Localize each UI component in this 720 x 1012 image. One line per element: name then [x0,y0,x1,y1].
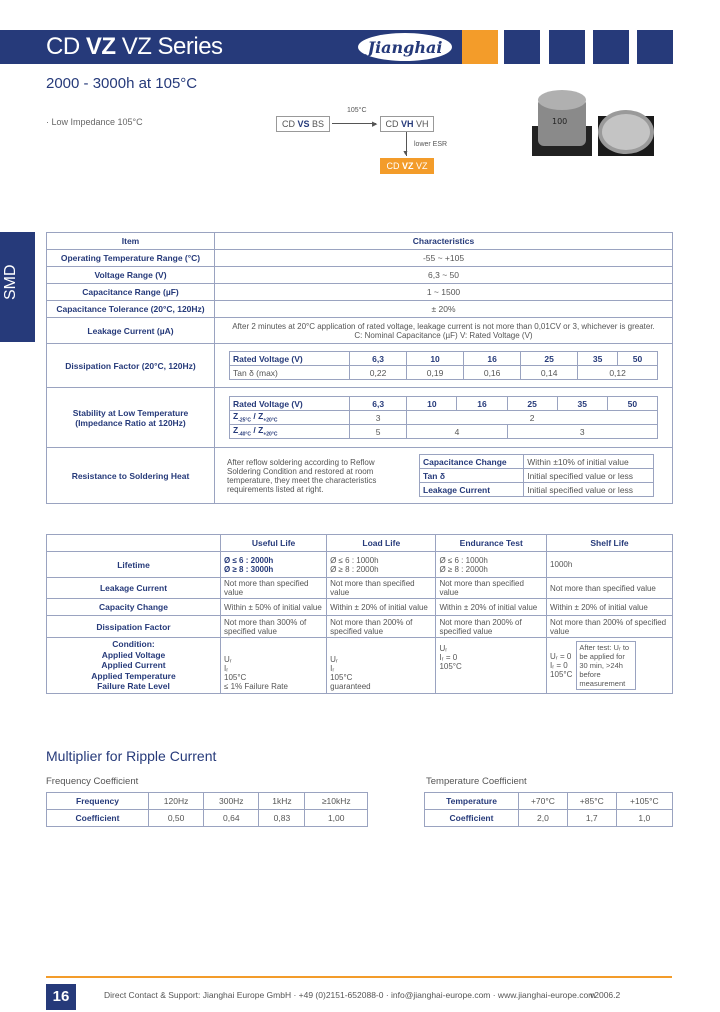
tan-cell: 0,12 [578,366,658,380]
z-ratio-label-2: $Z_{-40^\circ C} / Z_{+20^\circ C}$ [230,425,350,439]
footer-divider [46,976,672,978]
row-label [47,388,215,448]
freq-coef: 0,83 [259,810,305,827]
temp-coef: 2,0 [519,810,568,827]
flow-box-vs: CD VS BS [276,116,330,132]
freq-head: 300Hz [204,793,259,810]
temp-head: +70°C [519,793,568,810]
arrow-right-icon: ▶ [372,121,378,128]
jianghai-logo: Jianghai [356,31,454,63]
life-cell: Not more than 200% of specified value [547,616,673,638]
accent-square-4 [637,30,673,64]
life-cell: Not more than specified value [221,578,327,599]
voltage-cell: 50 [607,397,657,411]
temp-coef-label: Coefficient [425,810,519,827]
frequency-table [46,792,368,827]
freq-coef: 1,00 [305,810,368,827]
table-row [47,284,673,301]
tan-cell: 0,14 [521,366,578,380]
condition-row [47,638,673,694]
table-row [47,578,673,599]
flow-label-105: 105°C [347,107,367,114]
life-cell: Ø ≤ 6 : 1000h Ø ≥ 8 : 2000h [327,552,436,578]
solder-key: Capacitance Change [420,455,524,469]
temperature-coefficient-title: Temperature Coefficient [426,776,527,787]
freq-coef-label: Coefficient [47,810,149,827]
row-label: Capacitance Tolerance (20°C, 120Hz) [47,301,215,318]
flow-box-vz: CD VZ VZ [380,158,434,174]
z-cell: 2 [407,411,658,425]
capacitor-product-image [510,76,680,176]
leakage-row [47,318,673,344]
temp-coef: 1,0 [616,810,672,827]
life-cell: Not more than 300% of specified value [221,616,327,638]
freq-coef: 0,64 [204,810,259,827]
table-row [47,552,673,578]
life-cell: Within ± 50% of initial value [221,599,327,616]
row-value [215,344,673,388]
row-label: Capacity Change [47,599,221,616]
voltage-cell: 35 [557,397,607,411]
z-cell: 3 [507,425,657,439]
characteristics-table [46,232,673,504]
voltage-cell: 10 [407,352,464,366]
accent-square-1 [504,30,540,64]
tan-label: Tan δ (max) [230,366,350,380]
life-cell: 1000h [547,552,673,578]
dissipation-row [47,344,673,388]
row-value: ± 20% [215,301,673,318]
row-label: Dissipation Factor [47,616,221,638]
temp-head: +105°C [616,793,672,810]
stability-row [47,388,673,448]
temp-head: +85°C [567,793,616,810]
life-header: Useful Life [221,535,327,552]
page-number: 16 [46,984,76,1010]
leakage-line-2: C: Nominal Capacitance (µF) V: Rated Voltage (V) [354,330,533,340]
feature-text: · Low Impedance 105°C [46,117,143,127]
stability-label-2: (Impedance Ratio at 120Hz) [75,417,186,428]
freq-label: Frequency [47,793,149,810]
flow-box-vh: CD VH VH [380,116,434,132]
row-label: Dissipation Factor (20°C, 120Hz) [47,344,215,388]
header-characteristics: Characteristics [215,233,673,250]
voltage-cell: 10 [407,397,457,411]
footer-version: v2006.2 [590,990,621,1000]
row-value [215,388,673,448]
table-row [47,267,673,284]
life-header-empty [47,535,221,552]
table-row [47,599,673,616]
row-value: 6,3 ~ 50 [215,267,673,284]
accent-square-3 [593,30,629,64]
multiplier-title: Multiplier for Ripple Current [46,748,217,764]
stability-subtable [229,396,658,439]
life-cell: Not more than specified value [436,578,547,599]
life-cell: Not more than specified value [547,578,673,599]
z-cell: 3 [350,411,407,425]
life-header-row [47,535,673,552]
freq-head: ≥10kHz [305,793,368,810]
solder-value: Initial specified value or less [524,483,654,497]
row-label: Operating Temperature Range (°C) [47,250,215,267]
table-row [47,616,673,638]
solder-text: After reflow soldering according to Reflow Soldering Condition and restored at room temperature, they meet the characteristics requirements listed at right. [227,457,377,494]
table-row [47,250,673,267]
row-label: Leakage Current [47,578,221,599]
solder-value: Within ±10% of initial value [524,455,654,469]
freq-head: 1kHz [259,793,305,810]
frequency-coefficient-title: Frequency Coefficient [46,776,139,787]
solder-key: Leakage Current [420,483,524,497]
footer-contact: Direct Contact & Support: Jianghai Europe GmbH · +49 (0)2151-652088-0 · info@jianghai-europe.com · www.jianghai-europe.com [104,990,596,1000]
life-cell: Within ± 20% of initial value [436,599,547,616]
life-header: Endurance Test [436,535,547,552]
freq-head: 120Hz [149,793,204,810]
tan-cell: 0,16 [464,366,521,380]
accent-square-2 [549,30,585,64]
life-header: Load Life [327,535,436,552]
side-tab-label: SMD [2,264,19,300]
row-label: Leakage Current (µA) [47,318,215,344]
temp-coef: 1,7 [567,810,616,827]
solder-key: Tan δ [420,469,524,483]
voltage-cell: 35 [578,352,618,366]
row-label: Voltage Range (V) [47,267,215,284]
cond-cell-useful: Uᵣ Iᵣ 105°C ≤ 1% Failure Rate [221,638,327,694]
row-label: Lifetime [47,552,221,578]
header-item: Item [47,233,215,250]
table-row [47,301,673,318]
tan-cell: 0,19 [407,366,464,380]
row-label: Condition: Applied Voltage Applied Current Applied Temperature Failure Rate Level [47,638,221,694]
solder-row [47,448,673,504]
life-cell: Within ± 20% of initial value [327,599,436,616]
tan-cell: 0,22 [350,366,407,380]
row-label: Resistance to Soldering Heat [47,448,215,504]
z-cell: 4 [407,425,507,439]
row-value [215,448,673,504]
subtitle: 2000 - 3000h at 105°C [46,75,198,92]
flow-label-esr: lower ESR [414,141,448,148]
table-header-row [47,233,673,250]
cond-cell-endurance: Uᵣ Iᵣ = 0 105°C [436,638,547,694]
rated-voltage-label: Rated Voltage (V) [230,352,350,366]
arrow-down-icon: ▼ [402,150,409,157]
row-value: 1 ~ 1500 [215,284,673,301]
solder-value: Initial specified value or less [524,469,654,483]
life-cell: Ø ≤ 6 : 1000h Ø ≥ 8 : 2000h [436,552,547,578]
accent-square-orange [462,30,498,64]
life-header: Shelf Life [547,535,673,552]
life-cell: Not more than specified value [327,578,436,599]
voltage-cell: 16 [464,352,521,366]
svg-text:100: 100 [552,117,568,126]
freq-coef: 0,50 [149,810,204,827]
voltage-cell: 6,3 [350,352,407,366]
z-cell: 5 [350,425,407,439]
series-title: CD VZ VZ Series [46,33,223,60]
life-cell: Within ± 20% of initial value [547,599,673,616]
voltage-cell: 50 [618,352,658,366]
z-ratio-label-1: $Z_{-25^\circ C} / Z_{+20^\circ C}$ [230,411,350,425]
voltage-cell: 25 [507,397,557,411]
voltage-cell: 16 [457,397,507,411]
dissipation-subtable [229,351,658,380]
shelf-note: After test: Uᵣ to be applied for 30 min, >24h before measurement [576,641,636,690]
leakage-line-1: After 2 minutes at 20°C application of rated voltage, leakage current is not more than 0,01CV or 3, whichever is greater. [232,321,655,331]
rated-voltage-label: Rated Voltage (V) [230,397,350,411]
temperature-table [424,792,673,827]
row-value [215,318,673,344]
cond-cell-load: Uᵣ Iᵣ 105°C guaranteed [327,638,436,694]
voltage-cell: 25 [521,352,578,366]
life-cell: Ø ≤ 6 : 2000h Ø ≥ 8 : 3000h [221,552,327,578]
cond-cell-shelf: Uᵣ = 0 Iᵣ = 0 105°C After test: Uᵣ to be applied for 30 min, >24h before measurement [547,638,673,694]
life-cell: Not more than 200% of specified value [436,616,547,638]
solder-subtable [419,454,654,497]
temp-label: Temperature [425,793,519,810]
flow-arrow-line [332,123,376,124]
stability-label-1: Stability at Low Temperature [72,407,189,418]
life-table [46,534,673,694]
row-value: -55 ~ +105 [215,250,673,267]
life-cell: Not more than 200% of specified value [327,616,436,638]
voltage-cell: 6,3 [350,397,407,411]
row-label: Capacitance Range (µF) [47,284,215,301]
